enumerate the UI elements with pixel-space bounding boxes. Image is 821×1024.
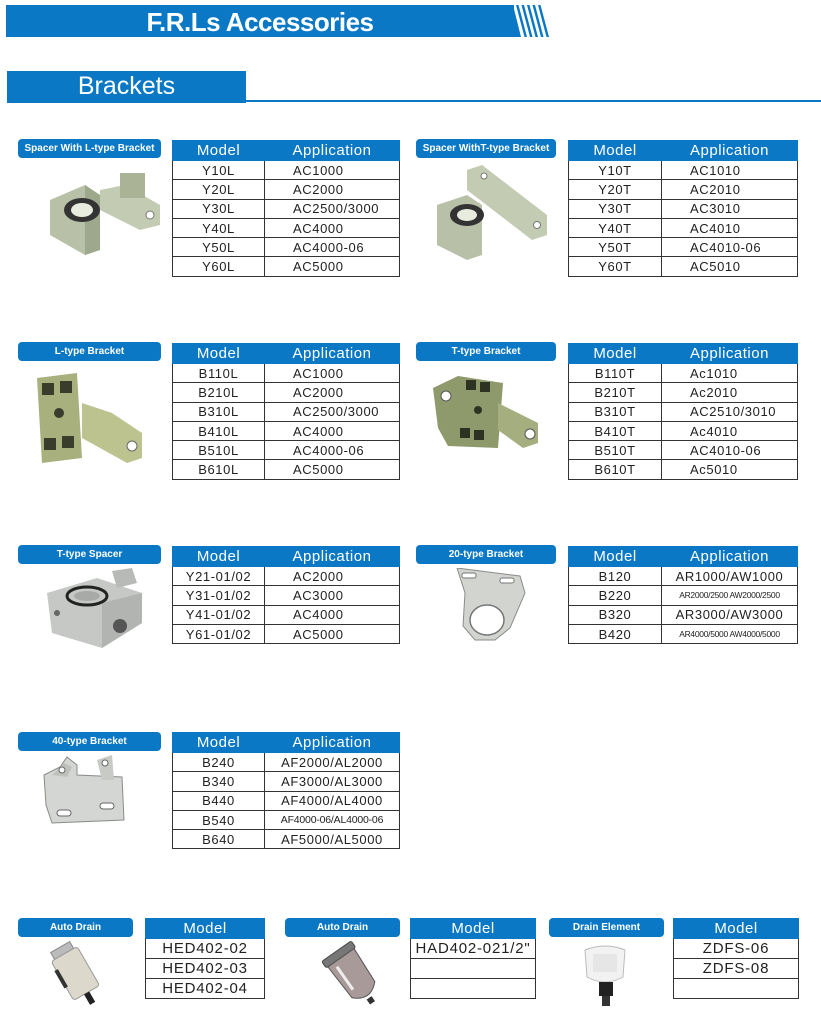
table-row: [146, 939, 265, 959]
model-cell: Y20L: [173, 180, 265, 199]
spacer-t-bracket-image: [432, 160, 552, 265]
model-cell: B320: [569, 605, 662, 624]
application-cell: AC4010-06: [662, 441, 798, 460]
auto-drain-bowl-image: [318, 940, 393, 1012]
application-cell: AC2510/3010: [662, 402, 798, 421]
product-label: Spacer WithT-type Bracket: [416, 139, 556, 158]
table-row: [411, 959, 536, 979]
table-row: [146, 979, 265, 999]
table-row: [173, 199, 400, 218]
product-label: T-type Bracket: [416, 342, 556, 361]
application-cell: AC5010: [662, 257, 798, 276]
application-cell: AC1010: [662, 161, 798, 180]
application-cell: AC2010: [662, 180, 798, 199]
column-header-model: Model: [674, 919, 799, 939]
table-row: [173, 402, 400, 421]
table-row: [569, 586, 798, 605]
application-cell: AC4000: [265, 218, 400, 237]
column-header-model: Model: [569, 547, 662, 567]
column-header-application: Application: [265, 141, 400, 161]
model-cell: B420: [569, 624, 662, 643]
table-row: [569, 161, 798, 180]
application-cell: AC4010: [662, 218, 798, 237]
model-cell: Y30T: [569, 199, 662, 218]
model-cell: HAD402-021/2": [411, 939, 536, 959]
table-header-row: [173, 344, 400, 364]
model-cell: B220: [569, 586, 662, 605]
table-row: [173, 441, 400, 460]
table-row: [173, 364, 400, 383]
table-row: [173, 383, 400, 402]
product-label: Auto Drain: [285, 918, 400, 937]
spec-table: [568, 140, 798, 277]
table-header-row: [173, 141, 400, 161]
table-row: [173, 791, 400, 810]
table-header-row: [569, 547, 798, 567]
model-cell: B410L: [173, 421, 265, 440]
application-cell: Ac1010: [662, 364, 798, 383]
model-cell: B120: [569, 567, 662, 586]
application-cell: AC2000: [265, 383, 400, 402]
spec-table: [410, 918, 536, 999]
table-row: [569, 567, 798, 586]
model-cell: Y40T: [569, 218, 662, 237]
model-cell: B210T: [569, 383, 662, 402]
table-row: [569, 257, 798, 276]
product-label: L-type Bracket: [18, 342, 161, 361]
table-row: [569, 238, 798, 257]
model-cell: [674, 979, 799, 999]
table-row: [173, 810, 400, 829]
table-row: [173, 586, 400, 605]
table-header-row: [173, 733, 400, 753]
column-header-application: Application: [662, 547, 798, 567]
title-banner: [6, 5, 514, 37]
spec-table: [172, 140, 400, 277]
table-row: [173, 624, 400, 643]
spec-table: [172, 546, 400, 644]
model-cell: Y60L: [173, 257, 265, 276]
model-cell: B210L: [173, 383, 265, 402]
model-cell: B110T: [569, 364, 662, 383]
product-label: 40-type Bracket: [18, 732, 161, 751]
application-cell: AC2000: [265, 567, 400, 586]
model-cell: B240: [173, 753, 265, 772]
application-cell: AC2500/3000: [265, 199, 400, 218]
section-header: [7, 71, 246, 103]
table-row: [569, 441, 798, 460]
model-cell: HED402-03: [146, 959, 265, 979]
table-row: [173, 567, 400, 586]
spec-table: [568, 343, 798, 480]
model-cell: ZDFS-06: [674, 939, 799, 959]
application-cell: AC4000-06: [265, 441, 400, 460]
table-header-row: [146, 919, 265, 939]
model-cell: B510L: [173, 441, 265, 460]
model-cell: B510T: [569, 441, 662, 460]
table-row: [569, 180, 798, 199]
application-cell: AC3010: [662, 199, 798, 218]
table-row: [173, 772, 400, 791]
application-cell: AC5000: [265, 257, 400, 276]
spec-table: [172, 732, 400, 849]
application-cell: AC1000: [265, 161, 400, 180]
application-cell: AF5000/AL5000: [265, 830, 400, 849]
auto-drain-image: [42, 940, 114, 1012]
table-row: [173, 753, 400, 772]
application-cell: AF4000-06/AL4000-06: [265, 810, 400, 829]
model-cell: Y31-01/02: [173, 586, 265, 605]
table-header-row: [411, 919, 536, 939]
application-cell: AC1000: [265, 364, 400, 383]
model-cell: Y50L: [173, 238, 265, 257]
l-type-bracket-image: [32, 368, 147, 468]
section-divider: [246, 100, 821, 102]
spacer-l-bracket-image: [40, 165, 165, 265]
table-header-row: [569, 344, 798, 364]
model-cell: Y21-01/02: [173, 567, 265, 586]
application-cell: AR4000/5000 AW4000/5000: [662, 624, 798, 643]
model-cell: B610L: [173, 460, 265, 479]
drain-element-image: [575, 942, 635, 1012]
model-cell: Y10L: [173, 161, 265, 180]
table-row: [173, 218, 400, 237]
column-header-application: Application: [662, 141, 798, 161]
column-header-model: Model: [146, 919, 265, 939]
model-cell: Y20T: [569, 180, 662, 199]
column-header-application: Application: [265, 733, 400, 753]
spec-table: [673, 918, 799, 999]
model-cell: B310L: [173, 402, 265, 421]
model-cell: Y50T: [569, 238, 662, 257]
20-type-bracket-image: [455, 568, 535, 643]
application-cell: AC4010-06: [662, 238, 798, 257]
column-header-model: Model: [569, 141, 662, 161]
spec-table: [568, 546, 798, 644]
table-row: [411, 939, 536, 959]
table-row: [173, 238, 400, 257]
table-row: [569, 605, 798, 624]
t-type-spacer-image: [42, 568, 152, 653]
40-type-bracket-image: [42, 755, 134, 825]
model-cell: HED402-02: [146, 939, 265, 959]
table-row: [674, 959, 799, 979]
application-cell: AC5000: [265, 460, 400, 479]
spec-table: [145, 918, 265, 999]
column-header-application: Application: [265, 547, 400, 567]
product-label: Drain Element: [549, 918, 664, 937]
application-cell: AF4000/AL4000: [265, 791, 400, 810]
table-row: [674, 939, 799, 959]
application-cell: AC2000: [265, 180, 400, 199]
model-cell: [411, 979, 536, 999]
table-row: [569, 364, 798, 383]
column-header-model: Model: [173, 733, 265, 753]
model-cell: B540: [173, 810, 265, 829]
product-label: Spacer With L-type Bracket: [18, 139, 161, 158]
table-row: [411, 979, 536, 999]
table-row: [173, 605, 400, 624]
application-cell: AC4000-06: [265, 238, 400, 257]
table-row: [569, 383, 798, 402]
application-cell: Ac5010: [662, 460, 798, 479]
table-row: [146, 959, 265, 979]
table-row: [569, 421, 798, 440]
table-row: [173, 830, 400, 849]
model-cell: B410T: [569, 421, 662, 440]
table-row: [173, 460, 400, 479]
column-header-model: Model: [173, 141, 265, 161]
page-title: F.R.Ls Accessories: [146, 7, 374, 37]
table-row: [173, 257, 400, 276]
model-cell: [411, 959, 536, 979]
application-cell: AC3000: [265, 586, 400, 605]
table-row: [173, 161, 400, 180]
column-header-model: Model: [173, 344, 265, 364]
application-cell: Ac4010: [662, 421, 798, 440]
section-title: Brackets: [77, 72, 176, 100]
table-row: [569, 624, 798, 643]
column-header-model: Model: [569, 344, 662, 364]
product-label: Auto Drain: [18, 918, 133, 937]
table-header-row: [674, 919, 799, 939]
application-cell: AR2000/2500 AW2000/2500: [662, 586, 798, 605]
table-row: [569, 460, 798, 479]
model-cell: Y60T: [569, 257, 662, 276]
table-row: [173, 180, 400, 199]
column-header-application: Application: [265, 344, 400, 364]
table-header-row: [569, 141, 798, 161]
banner-stripes-decoration: [508, 5, 558, 37]
model-cell: B640: [173, 830, 265, 849]
spec-table: [172, 343, 400, 480]
model-cell: B110L: [173, 364, 265, 383]
model-cell: B610T: [569, 460, 662, 479]
column-header-application: Application: [662, 344, 798, 364]
model-cell: B340: [173, 772, 265, 791]
model-cell: Y30L: [173, 199, 265, 218]
application-cell: AR3000/AW3000: [662, 605, 798, 624]
application-cell: AR1000/AW1000: [662, 567, 798, 586]
column-header-model: Model: [173, 547, 265, 567]
table-header-row: [173, 547, 400, 567]
product-label: T-type Spacer: [18, 545, 161, 564]
table-row: [569, 218, 798, 237]
application-cell: AF3000/AL3000: [265, 772, 400, 791]
model-cell: ZDFS-08: [674, 959, 799, 979]
model-cell: HED402-04: [146, 979, 265, 999]
product-label: 20-type Bracket: [416, 545, 556, 564]
table-row: [569, 199, 798, 218]
t-type-bracket-image: [428, 368, 543, 453]
model-cell: B440: [173, 791, 265, 810]
model-cell: Y40L: [173, 218, 265, 237]
model-cell: Y61-01/02: [173, 624, 265, 643]
model-cell: B310T: [569, 402, 662, 421]
model-cell: Y10T: [569, 161, 662, 180]
application-cell: AC5000: [265, 624, 400, 643]
application-cell: AF2000/AL2000: [265, 753, 400, 772]
application-cell: AC4000: [265, 421, 400, 440]
model-cell: Y41-01/02: [173, 605, 265, 624]
table-row: [569, 402, 798, 421]
table-row: [674, 979, 799, 999]
application-cell: Ac2010: [662, 383, 798, 402]
column-header-model: Model: [411, 919, 536, 939]
application-cell: AC4000: [265, 605, 400, 624]
table-row: [173, 421, 400, 440]
application-cell: AC2500/3000: [265, 402, 400, 421]
